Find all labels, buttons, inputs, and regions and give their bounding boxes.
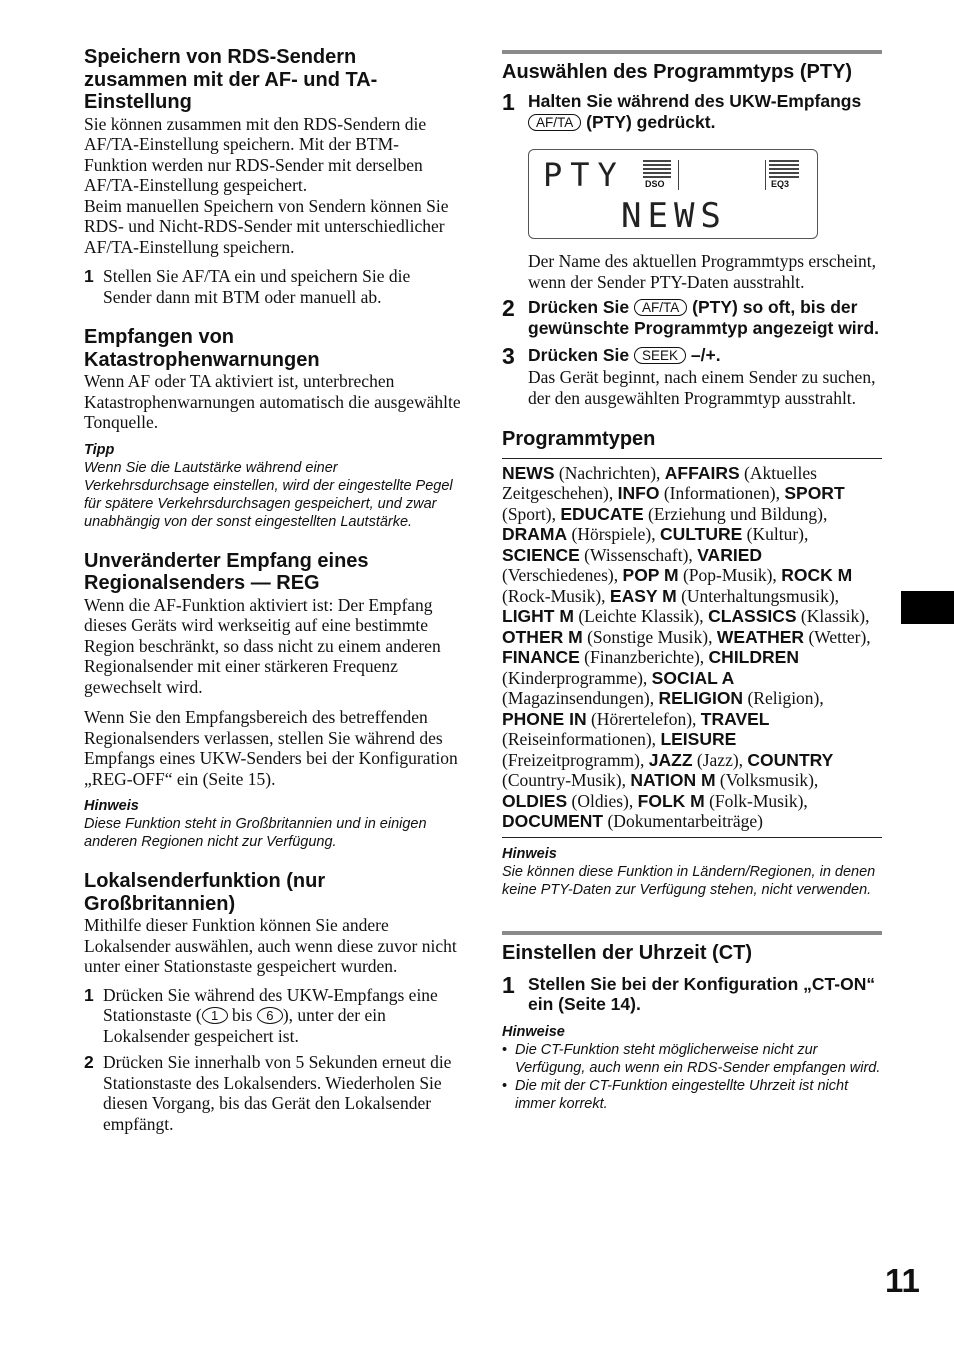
note-text: Die mit der CT-Funktion eingestellte Uhrzeit ist nicht immer korrekt.	[515, 1077, 849, 1112]
step-number: 2	[502, 295, 515, 321]
program-type-description: (Leichte Klassik),	[573, 606, 709, 626]
heading-pty: Auswählen des Programmtyps (PTY)	[502, 61, 853, 83]
af-ta-button: AF/TA	[528, 114, 581, 131]
step-number: 1	[502, 971, 515, 998]
program-type-description: (Kinderprogramme),	[502, 667, 652, 688]
program-type-description: (Finanzberichte),	[579, 647, 709, 667]
step-item	[84, 1052, 462, 1134]
lcd-display	[528, 149, 818, 239]
program-type-code: CULTURE	[659, 524, 743, 544]
step-number: 3	[502, 343, 515, 369]
paragraph: Sie können zusammen mit den RDS-Sendern die AF/TA-Einstellung speichern. Mit der BTM-Funktion werden nur RDS-Sender mit derselben AF/TA-Einstellung gespeichert.	[84, 113, 427, 195]
program-type-description: (Verschiedenes),	[502, 565, 623, 585]
program-type-code: LIGHT M	[502, 606, 574, 626]
program-type-code: NEWS	[502, 462, 555, 483]
program-type-description: (Volksmusik),	[715, 770, 819, 790]
program-type-description: (Wissenschaft),	[579, 544, 698, 565]
bracket-icon	[678, 160, 682, 190]
program-type-code: FINANCE	[502, 647, 580, 667]
step-text: Drücken Sie SEEK –/+.	[528, 345, 721, 365]
section-rule	[502, 50, 882, 54]
notes-title: Hinweise	[502, 1023, 565, 1040]
program-type-code: SPORT	[784, 483, 845, 503]
note-text: Die CT-Funktion steht möglicherweise nicht zur Verfügung, auch wenn ein RDS-Sender empfangen wird.	[515, 1041, 881, 1076]
program-type-description: (Unterhaltungsmusik),	[676, 585, 840, 606]
program-type-description: (Oldies),	[567, 790, 638, 811]
note-text: Diese Funktion steht in Großbritannien und in einigen anderen Regionen nicht zur Verfügung.	[84, 816, 427, 850]
paragraph: Mithilfe dieser Funktion können Sie andere Lokalsender auswählen, auch wenn diese zuvor nicht unter einer Stationstaste gespeichert wurden.	[84, 915, 457, 976]
program-type-code: AFFAIRS	[664, 462, 740, 483]
program-type-code: POP M	[622, 565, 679, 585]
display-pty-text: PTY	[543, 156, 625, 194]
step-text: Drücken Sie während des UKW-Empfangs eine Stationstaste ( 1 bis 6 ), unter der ein Lokalsender gespeichert ist.	[103, 984, 438, 1046]
section-rule	[502, 837, 882, 838]
preset-button-1: 1	[202, 1007, 228, 1024]
left-column	[84, 46, 462, 1134]
program-type-code: WEATHER	[716, 626, 805, 647]
program-type-list	[502, 463, 882, 832]
program-type-description: (Erziehung und Bildung),	[643, 503, 828, 524]
step-item	[84, 985, 462, 1047]
step-text: Halten Sie während des UKW-Empfangs AF/TA (PTY) gedrückt.	[528, 91, 862, 132]
page-number: 11	[885, 1262, 920, 1299]
bullet-icon: •	[502, 1041, 508, 1058]
step-text: Drücken Sie AF/TA (PTY) so oft, bis der gewünschte Programmtyp angezeigt wird.	[528, 297, 880, 338]
note-bullet	[502, 1077, 882, 1113]
section-tab-marker	[901, 591, 954, 624]
program-type-code: OTHER M	[502, 626, 583, 647]
tip-title: Tipp	[84, 441, 115, 458]
paragraph: Der Name des aktuellen Programmtyps erscheint, wenn der Sender PTY-Daten ausstrahlt.	[528, 251, 876, 292]
program-type-code: PHONE IN	[502, 708, 587, 729]
tip-text: Wenn Sie die Lautstärke während einer Verkehrsdurchsage einstellen, wird der eingestellte Pegel für spätere Verkehrsdurchsagen gespeichert, und zwar unabhängig von der sonst eingestellten Lautstärke.	[84, 459, 453, 530]
program-type-code: DRAMA	[502, 524, 568, 544]
program-type-description: (Hörspiele),	[567, 524, 660, 544]
step-number: 1	[502, 89, 515, 115]
section-rule	[502, 931, 882, 935]
program-type-code: CHILDREN	[708, 647, 799, 667]
step-item	[502, 345, 882, 367]
program-type-code: SCIENCE	[502, 544, 580, 565]
heading-lokalsender: Lokalsenderfunktion (nur Großbritannien)	[84, 870, 326, 915]
program-type-code: NATION M	[630, 770, 716, 790]
program-type-code: JAZZ	[648, 749, 693, 770]
program-type-description: (Rock-Musik),	[502, 585, 610, 606]
program-type-description: (Wetter),	[804, 626, 871, 647]
program-type-description: (Kultur),	[742, 524, 809, 544]
step-text: Drücken Sie innerhalb von 5 Sekunden erneut die Stationstaste des Lokalsenders. Wiederholen Sie diesen Vorgang, bis das Gerät den Lokalsender empfängt.	[103, 1052, 452, 1134]
step-item	[502, 91, 882, 132]
program-type-code: ROCK M	[781, 565, 853, 585]
program-type-code: DOCUMENT	[502, 811, 604, 831]
step-text: Stellen Sie AF/TA ein und speichern Sie die Sender dann mit BTM oder manuell ab.	[103, 266, 411, 307]
paragraph: Wenn AF oder TA aktiviert ist, unterbrechen Katastrophenwarnungen automatisch die ausgewählte Tonquelle.	[84, 371, 461, 432]
step-item	[502, 971, 882, 1015]
bullet-icon: •	[502, 1077, 508, 1094]
program-type-code: SOCIAL A	[651, 667, 735, 688]
step-number: 2	[84, 1052, 94, 1072]
paragraph: Das Gerät beginnt, nach einem Sender zu suchen, der den ausgewählten Programmtyp ausstrahlt.	[528, 367, 876, 408]
heading-reg: Unveränderter Empfang eines Regionalsenders — REG	[84, 549, 369, 594]
display-eq3-label: EQ3	[771, 179, 790, 189]
program-type-description: (Sonstige Musik),	[582, 626, 717, 647]
heading-uhrzeit: Einstellen der Uhrzeit (CT)	[502, 941, 753, 964]
program-type-description: (Nachrichten),	[554, 462, 665, 483]
paragraph: Wenn die AF-Funktion aktiviert ist: Der Empfang dieses Geräts wird werkseitig auf eine bestimmte Region beschränkt, so dass nicht zu einem anderen Regionalsender mit einer stärkeren Frequenz gewechselt wird.	[84, 594, 441, 697]
program-type-description: (Reiseinformationen),	[502, 729, 661, 749]
step-number: 1	[84, 984, 94, 1005]
program-type-description: (Jazz),	[692, 749, 748, 770]
program-type-code: FOLK M	[637, 790, 705, 811]
program-type-description: (Country-Musik),	[502, 770, 631, 790]
step-item	[84, 266, 462, 307]
program-type-code: OLDIES	[502, 790, 568, 811]
program-type-description: (Klassik),	[796, 606, 870, 626]
paragraph: Wenn Sie den Empfangsbereich des betreffenden Regionalsenders verlassen, stellen Sie während des Empfangs eines UKW-Senders bei der Konfiguration „REG-OFF“ ein (Seite 15).	[84, 707, 458, 789]
note-bullet	[502, 1041, 882, 1077]
program-type-description: (Hörertelefon),	[586, 708, 701, 729]
note-title: Hinweis	[502, 845, 557, 862]
display-dso-label: DSO	[645, 179, 665, 189]
program-type-code: EASY M	[609, 585, 677, 606]
step-text: Stellen Sie bei der Konfiguration „CT-ON“ ein (Seite 14).	[528, 973, 876, 1014]
right-column	[502, 50, 882, 1113]
paragraph: Beim manuellen Speichern von Sendern können Sie RDS- und Nicht-RDS-Sender mit unterschiedlicher AF/TA-Einstellung speichern.	[84, 195, 449, 257]
heading-rds-af-ta: Speichern von RDS-Sendern zusammen mit der AF- und TA-Einstellung	[84, 46, 378, 113]
program-type-description: (Informationen),	[659, 483, 785, 503]
bracket-icon	[762, 160, 766, 190]
program-type-description: (Freizeitprogramm),	[502, 749, 649, 770]
step-item	[502, 297, 882, 338]
program-type-code: TRAVEL	[700, 708, 770, 729]
program-type-description: (Pop-Musik),	[678, 565, 782, 585]
program-type-description: (Aktuelles Zeitgeschehen),	[502, 462, 817, 503]
program-type-code: CLASSICS	[708, 606, 797, 626]
program-type-code: COUNTRY	[747, 749, 834, 770]
af-ta-button: AF/TA	[634, 299, 687, 316]
seek-button: SEEK	[634, 347, 686, 364]
program-type-code: INFO	[617, 483, 660, 503]
program-type-description: (Dokumentarbeiträge)	[603, 811, 763, 831]
note-text: Sie können diese Funktion in Ländern/Regionen, in denen keine PTY-Daten zur Verfügung stehen, nicht verwenden.	[502, 863, 876, 898]
step-number: 1	[84, 266, 94, 286]
heading-programmtypen: Programmtypen	[502, 428, 656, 450]
preset-button-6: 6	[257, 1007, 283, 1024]
program-type-description: (Magazinsendungen),	[502, 688, 659, 708]
program-type-description: (Sport),	[502, 503, 561, 524]
program-type-description: (Religion),	[743, 688, 824, 708]
eq-icon	[769, 160, 799, 178]
note-title: Hinweis	[84, 798, 139, 814]
section-rule	[502, 458, 882, 459]
program-type-code: LEISURE	[660, 729, 737, 749]
heading-katastrophenwarnungen: Empfangen von Katastrophenwarnungen	[84, 326, 320, 371]
program-type-description: (Folk-Musik),	[704, 790, 808, 811]
dso-icon	[643, 160, 671, 178]
program-type-code: EDUCATE	[560, 503, 644, 524]
program-type-code: VARIED	[697, 544, 763, 565]
program-type-code: RELIGION	[658, 688, 744, 708]
display-news-text: NEWS	[621, 196, 727, 236]
